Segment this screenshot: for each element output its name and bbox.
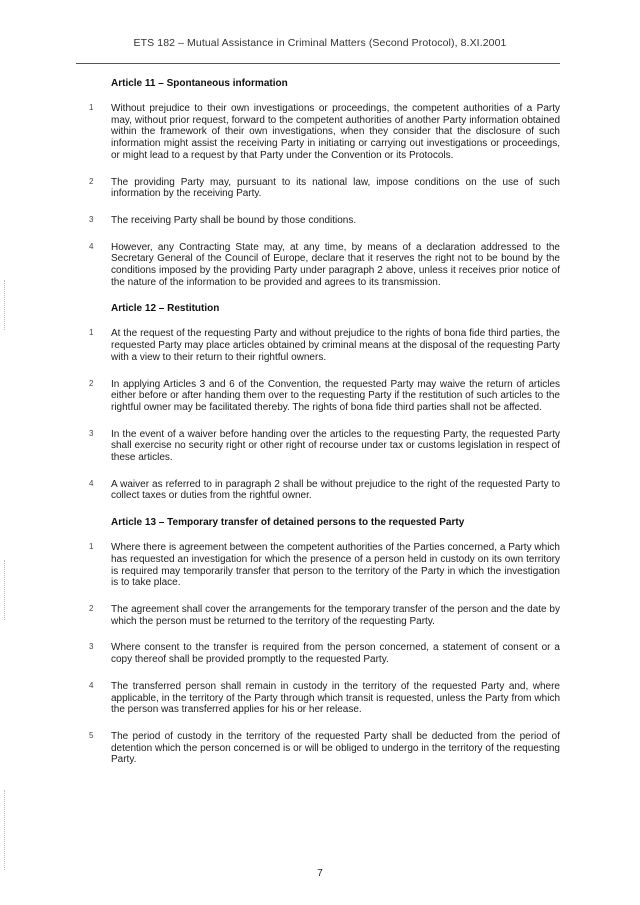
paragraph-text: The transferred person shall remain in custody in the territory of the requested Party and, where applicable, in the territory of the Party through which transit is requested, unless the Party from which the person was transferred applies for his or her release. <box>111 680 560 716</box>
article-title: Article 11 – Spontaneous information <box>111 78 288 89</box>
page-header: ETS 182 – Mutual Assistance in Criminal Matters (Second Protocol), 8.XI.2001 <box>133 37 507 49</box>
paragraph-number: 4 <box>89 478 94 488</box>
paragraph-text: At the request of the requesting Party and without prejudice to the rights of bona fide third parties, the requested Party may place articles obtained by criminal means at the disposal of the requesting Party with a view to their return to their rightful owners. <box>111 328 560 363</box>
paragraph-number: 2 <box>89 603 94 613</box>
paragraph-text: The providing Party may, pursuant to its national law, impose conditions on the use of such information by the receiving Party. <box>111 176 560 200</box>
paragraph <box>0 103 640 162</box>
page-number: 7 <box>317 868 323 879</box>
paragraph <box>0 542 640 589</box>
paragraph-number: 2 <box>89 176 94 186</box>
paragraph-text: However, any Contracting State may, at any time, by means of a declaration addressed to the Secretary General of the Council of Europe, declare that it reserves the right not to be bound by the conditions imposed by the providing Party under paragraph 2 above, unless it receives prior notice of the nature of the information to be provided and agrees to its transmission. <box>111 241 560 288</box>
paragraph <box>0 479 640 502</box>
paragraph-number: 3 <box>89 642 94 652</box>
paragraph-number: 1 <box>89 542 94 552</box>
article-title: Article 12 – Restitution <box>111 303 220 315</box>
paragraph-text: The period of custody in the territory of the requested Party shall be deducted from the period of detention which the person concerned is or will be obliged to undergo in the territory of the requesting Party. <box>111 730 560 766</box>
paragraph-text: Where consent to the transfer is required from the person concerned, a statement of consent or a copy thereof shall be provided promptly to the requested Party. <box>111 642 560 666</box>
article-title: Article 13 – Temporary transfer of detained persons to the requested Party <box>111 517 465 529</box>
header-rule <box>76 63 560 64</box>
paragraph-text: The agreement shall cover the arrangements for the temporary transfer of the person and the date by which the person must be returned to the territory of the requesting Party. <box>111 603 560 627</box>
paragraph-number: 5 <box>89 730 94 740</box>
paragraph <box>0 379 640 414</box>
document-body <box>0 78 640 781</box>
paragraph-text: In the event of a waiver before handing over the articles to the requesting Party, the requested Party shall exercise no security right or other right of recourse under tax or customs legislation in respect of these articles. <box>111 428 560 464</box>
paragraph-text: Without prejudice to their own investigations or proceedings, the competent authorities of a Party may, without prior request, forward to the competent authorities of another Party information obtained within the framework of their own investigations, when they consider that the disclosure of such information might assist the receiving Party in initiating or carrying out investigations or proceedings, or might lead to a request by that Party under the Convention or its Protocols. <box>111 103 560 161</box>
paragraph-text: In applying Articles 3 and 6 of the Convention, the requested Party may waive the return of articles either before or after handing them over to the requesting Party if the restitution of such articles to the rightful owner may be facilitated thereby. The rights of bona fide third parties shall not be affected. <box>111 378 560 413</box>
paragraph-number: 3 <box>89 214 94 224</box>
paragraph <box>0 429 640 464</box>
paragraph-number: 3 <box>89 428 94 438</box>
paragraph-number: 2 <box>89 378 94 388</box>
paragraph <box>0 681 640 716</box>
paragraph <box>0 731 640 766</box>
paragraph <box>0 177 640 200</box>
scan-margin-mark <box>4 790 6 870</box>
paragraph-number: 4 <box>89 241 94 251</box>
paragraph <box>0 328 640 363</box>
paragraph <box>0 215 640 227</box>
paragraph <box>0 242 640 289</box>
paragraph <box>0 604 640 627</box>
paragraph <box>0 642 640 665</box>
paragraph-text: A waiver as referred to in paragraph 2 shall be without prejudice to the right of the requested Party to collect taxes or duties from the rightful owner. <box>111 478 560 502</box>
paragraph-text: The receiving Party shall be bound by those conditions. <box>111 214 357 226</box>
paragraph-number: 1 <box>89 328 94 338</box>
paragraph-number: 1 <box>89 103 94 112</box>
paragraph-number: 4 <box>89 680 94 690</box>
paragraph-text: Where there is agreement between the competent authorities of the Parties concerned, a Party which has requested an investigation for which the presence of a person held in custody on its own territory is required may temporarily transfer that person to the territory of the Party in which the investigation is to take place. <box>111 542 560 589</box>
